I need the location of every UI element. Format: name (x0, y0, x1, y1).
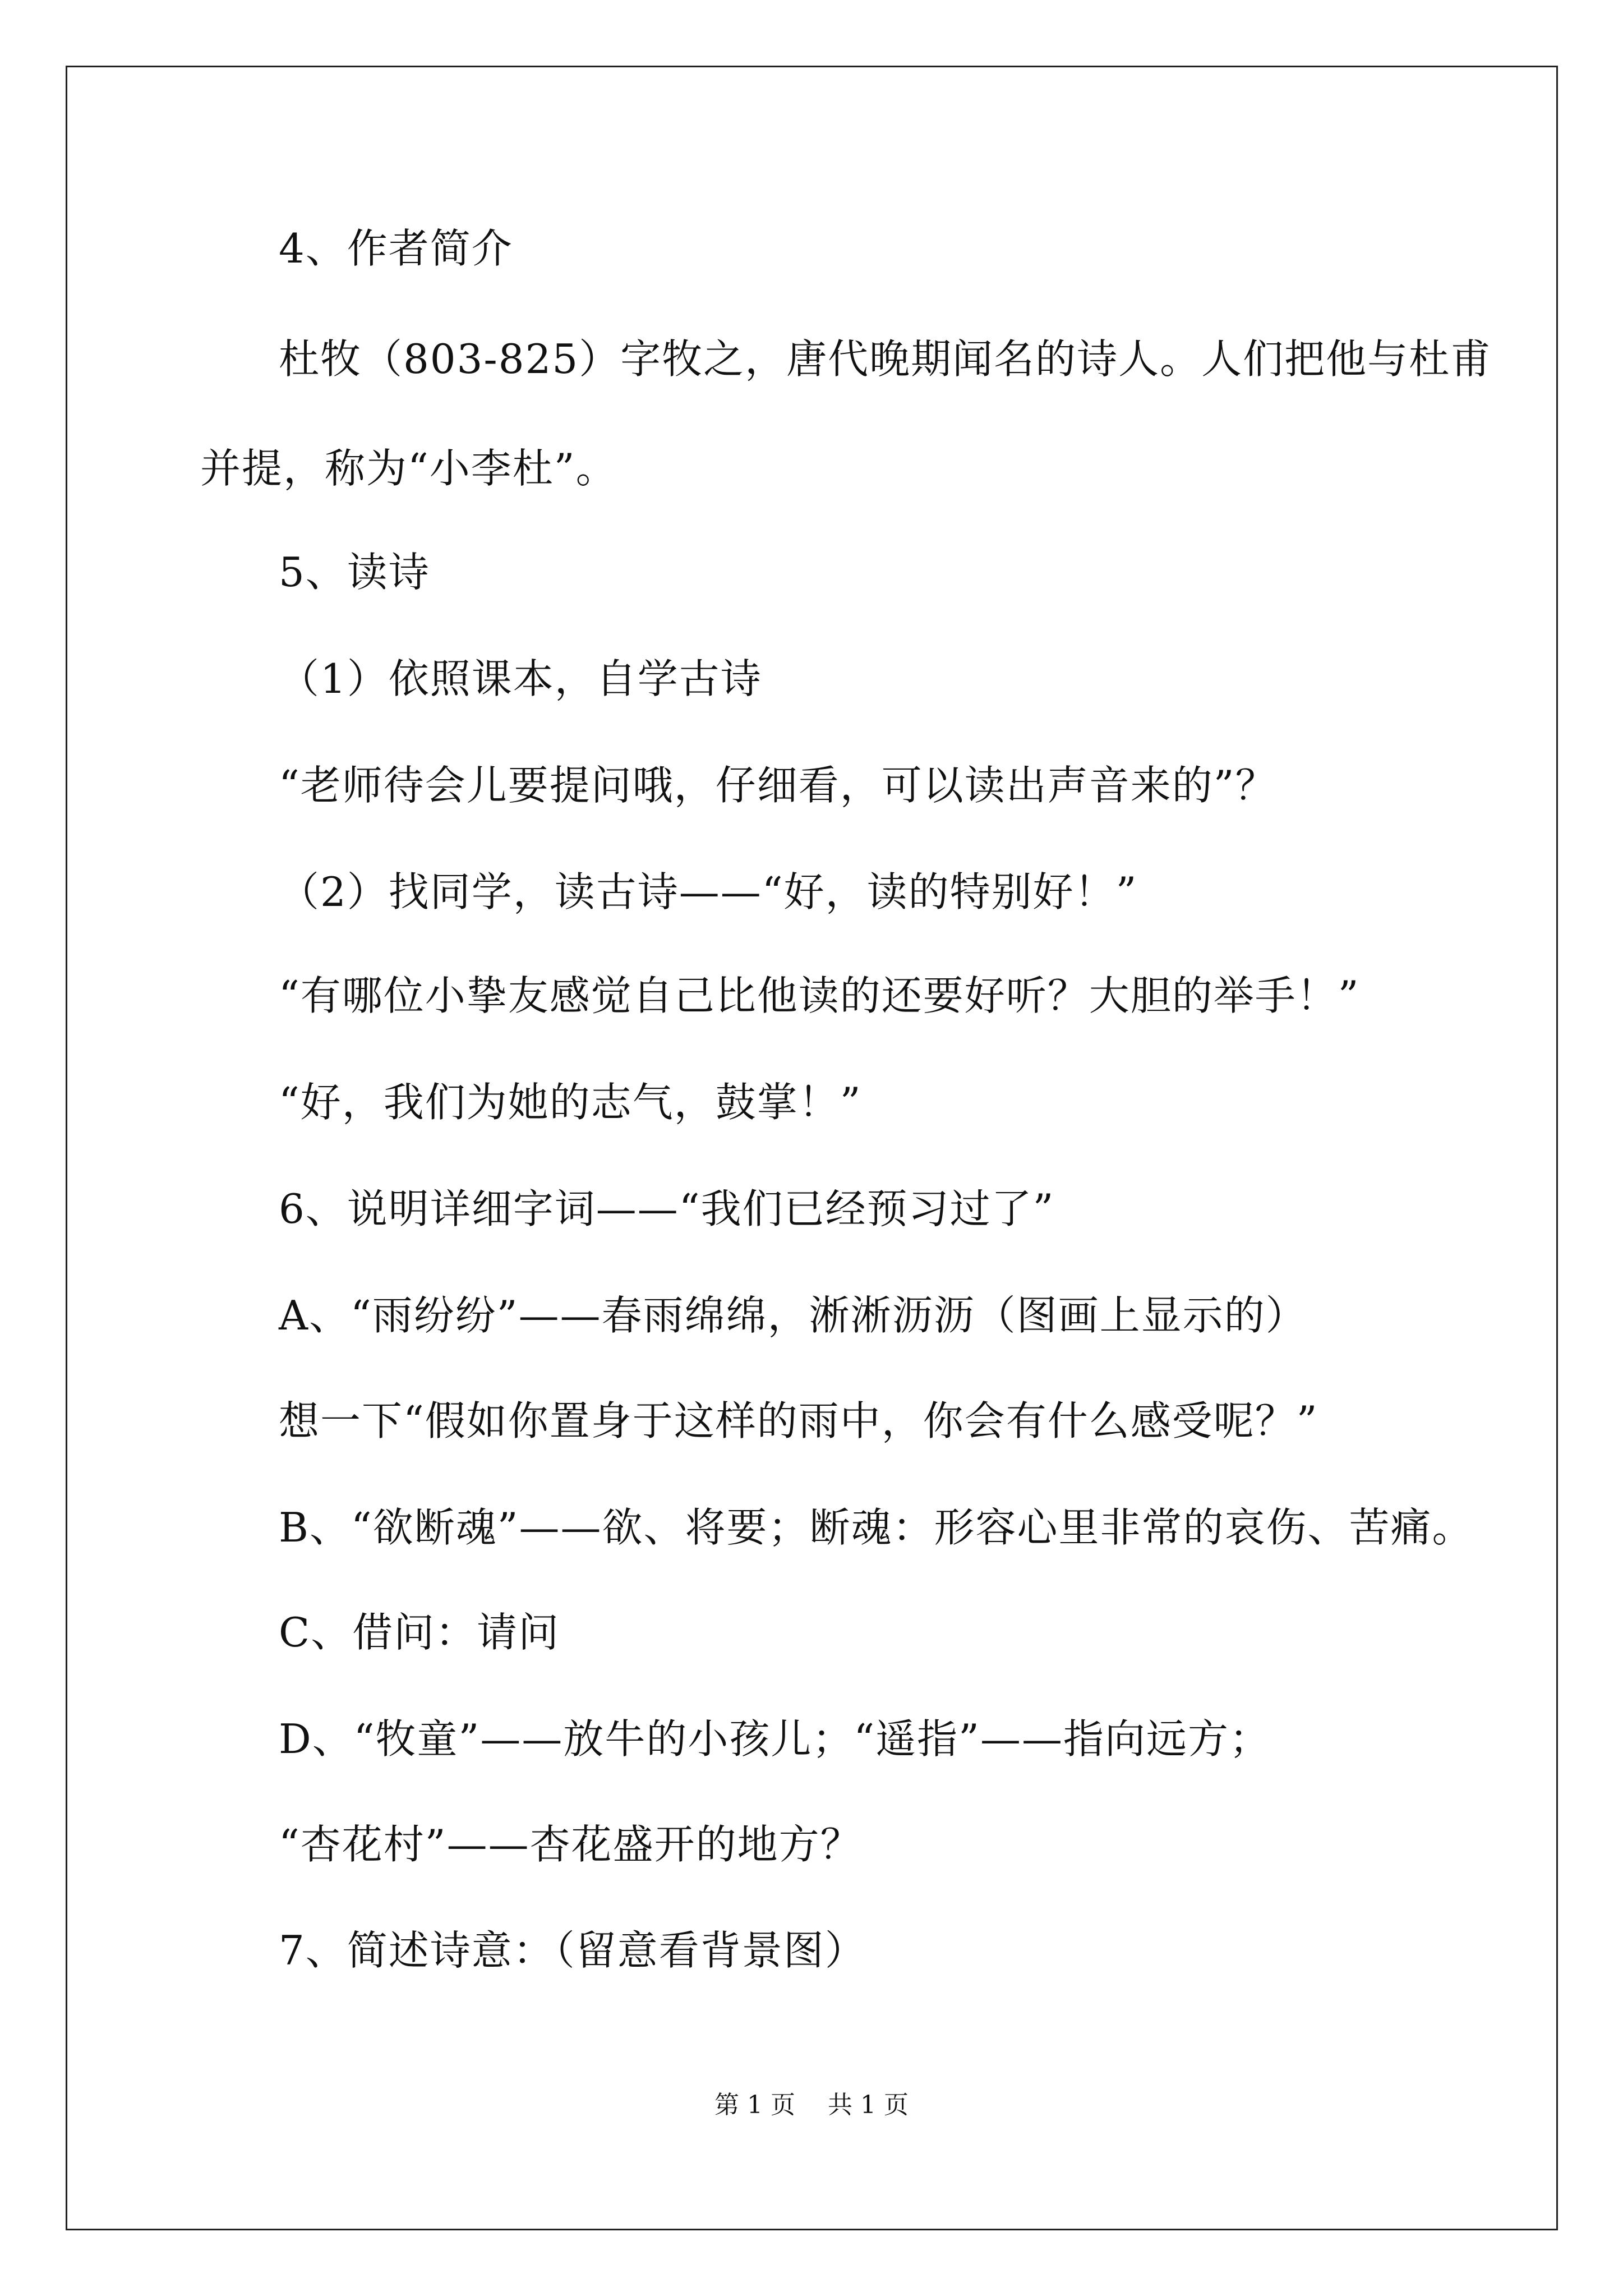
section-heading-vocabulary: 6、说明详细字词——“我们已经预习过了” (279, 1185, 1055, 1232)
paragraph-line: “老师待会儿要提问哦，仔细看，可以读出声音来的”？ (279, 762, 1277, 809)
paragraph-line: C、借问：请问 (279, 1609, 560, 1656)
paragraph-line: 并提，称为“小李杜”。 (200, 445, 617, 492)
paragraph-line: “杏花村”——杏花盛开的地方？ (279, 1821, 862, 1868)
paragraph-line: （1）依照课本，自学古诗 (279, 655, 762, 702)
paragraph-line: （2）找同学，读古诗——“好，读的特别好！” (279, 868, 1138, 915)
paragraph-line: “好，我们为她的志气，鼓掌！” (279, 1079, 862, 1126)
paragraph-line: B、“欲断魂”——欲、将要；断魂：形容心里非常的哀伤、苦痛。 (279, 1504, 1474, 1551)
paragraph-line: 想一下“假如你置身于这样的雨中，你会有什么感受呢？” (279, 1397, 1318, 1444)
paragraph-line: “有哪位小挚友感觉自己比他读的还要好听？大胆的举手！” (279, 972, 1360, 1019)
section-heading-author: 4、作者简介 (279, 225, 513, 272)
paragraph-line: D、“牧童”——放牛的小孩儿；“遥指”——指向远方； (279, 1715, 1271, 1763)
section-heading-read-poem: 5、读诗 (279, 549, 430, 596)
paragraph-line: A、“雨纷纷”——春雨绵绵，淅淅沥沥（图画上显示的） (279, 1292, 1307, 1339)
section-heading-poem-meaning: 7、简述诗意：（留意看背景图） (279, 1927, 866, 1974)
page-number-footer: 第 1 页 共 1 页 (714, 2091, 909, 2119)
paragraph-line: 杜牧（803-825）字牧之，唐代晚期闻名的诗人。人们把他与杜甫 (279, 335, 1492, 383)
page-border (66, 66, 1558, 2230)
